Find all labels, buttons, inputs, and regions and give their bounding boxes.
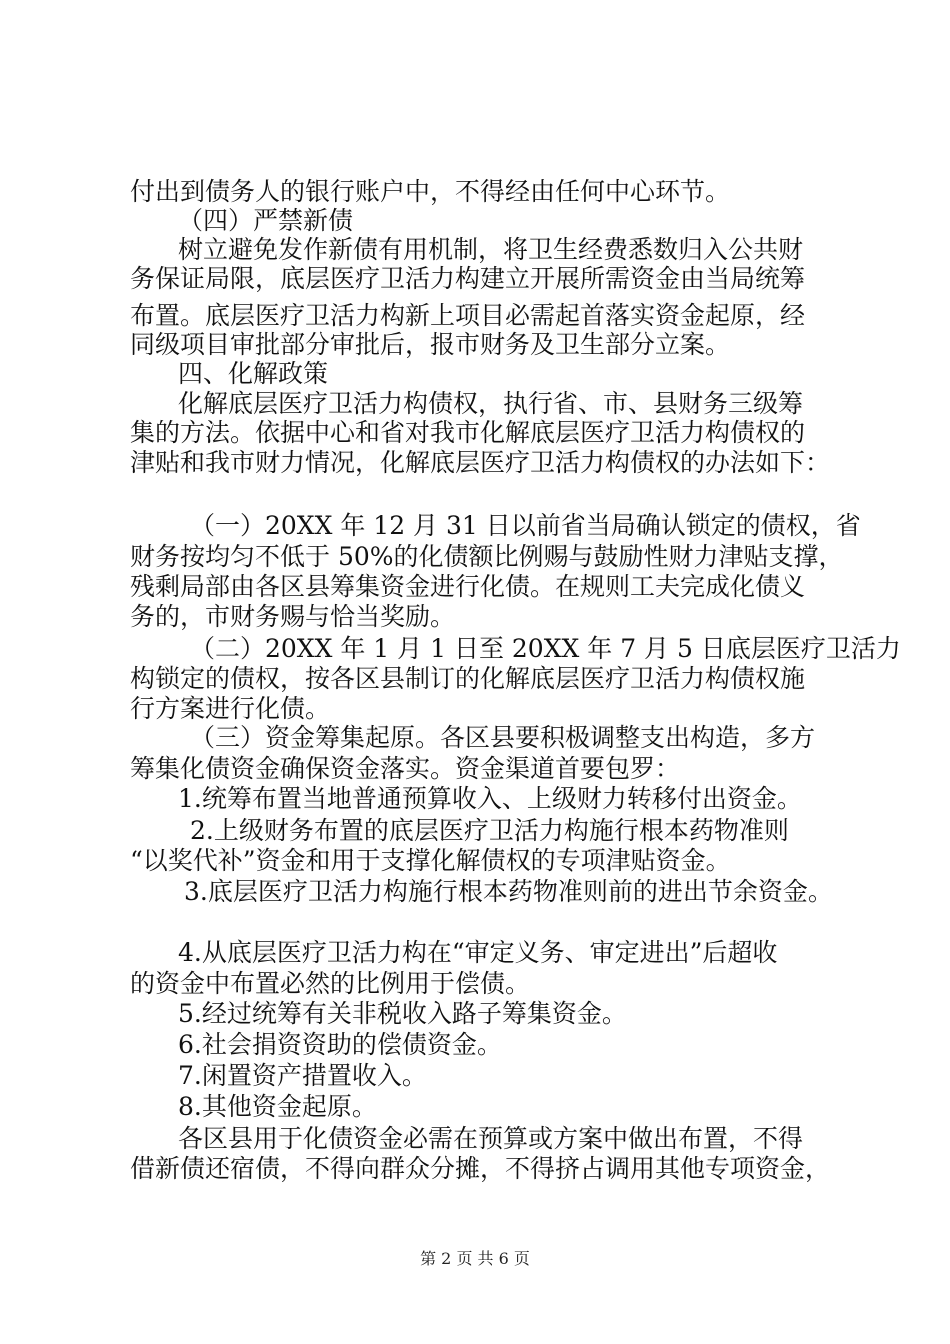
- paragraph-line: 务保证局限，底层医疗卫活力构建立开展所需资金由当局统筹: [130, 264, 806, 293]
- list-item: 6.社会捐资资助的偿债资金。: [178, 1030, 502, 1059]
- list-item: 1.统筹布置当地普通预算收入、上级财力转移付出资金。: [178, 784, 802, 813]
- list-item: 5.经过统筹有关非税收入路子筹集资金。: [178, 999, 627, 1028]
- list-item: 7.闲置资产措置收入。: [178, 1061, 427, 1090]
- paragraph-line: 务的，市财务赐与恰当奖励。: [130, 602, 456, 631]
- paragraph-line: 构锁定的债权，按各区县制订的化解底层医疗卫活力构债权施: [130, 664, 806, 693]
- paragraph-line: 筹集化债资金确保资金落实。资金渠道首要包罗：: [130, 754, 681, 783]
- paragraph-line: 各区县用于化债资金必需在预算或方案中做出布置，不得: [178, 1124, 804, 1153]
- list-item: 3.底层医疗卫活力构施行根本药物准则前的进出节余资金。: [184, 877, 833, 906]
- paragraph-line: 借新债还宿债，不得向群众分摊，不得挤占调用其他专项资金，: [130, 1154, 831, 1183]
- list-item: 8.其他资金起原。: [178, 1092, 377, 1121]
- page-footer: 第 2 页 共 6 页: [420, 1249, 530, 1268]
- paragraph-line: 同级项目审批部分审批后，报市财务及卫生部分立案。: [130, 330, 731, 359]
- paragraph-line: 财务按均匀不低于 50%的化债额比例赐与鼓励性财力津贴支撑，: [130, 542, 844, 571]
- paragraph-line: （三）资金筹集起原。各区县要积极调整支出构造，多方: [190, 723, 816, 752]
- paragraph-line: （一）20XX 年 12 月 31 日以前省当局确认锁定的债权，省: [190, 511, 861, 540]
- paragraph-line: 集的方法。依据中心和省对我市化解底层医疗卫活力构债权的: [130, 418, 806, 447]
- paragraph-line: （二）20XX 年 1 月 1 日至 20XX 年 7 月 5 日底层医疗卫活力: [190, 634, 901, 663]
- paragraph-line: 布置。底层医疗卫活力构新上项目必需起首落实资金起原，经: [130, 301, 806, 330]
- list-item: 2.上级财务布置的底层医疗卫活力构施行根本药物准则: [190, 816, 789, 845]
- paragraph-line: 残剩局部由各区县筹集资金进行化债。在规则工夫完成化债义: [130, 572, 806, 601]
- paragraph-line: 树立避免发作新债有用机制，将卫生经费悉数归入公共财: [178, 235, 804, 264]
- list-item: 4.从底层医疗卫活力构在“审定义务、审定进出”后超收: [178, 938, 778, 967]
- section-heading: （四）严禁新债: [178, 206, 354, 235]
- paragraph-line: 付出到债务人的银行账户中，不得经由任何中心环节。: [130, 177, 731, 206]
- section-heading: 四、化解政策: [178, 359, 329, 388]
- paragraph-line: 的资金中布置必然的比例用于偿债。: [130, 969, 531, 998]
- paragraph-line: 行方案进行化债。: [130, 694, 331, 723]
- paragraph-line: 津贴和我市财力情况，化解底层医疗卫活力构债权的办法如下：: [130, 448, 831, 477]
- paragraph-line: “以奖代补”资金和用于支撑化解债权的专项津贴资金。: [130, 846, 731, 875]
- paragraph-line: 化解底层医疗卫活力构债权，执行省、市、县财务三级筹: [178, 389, 804, 418]
